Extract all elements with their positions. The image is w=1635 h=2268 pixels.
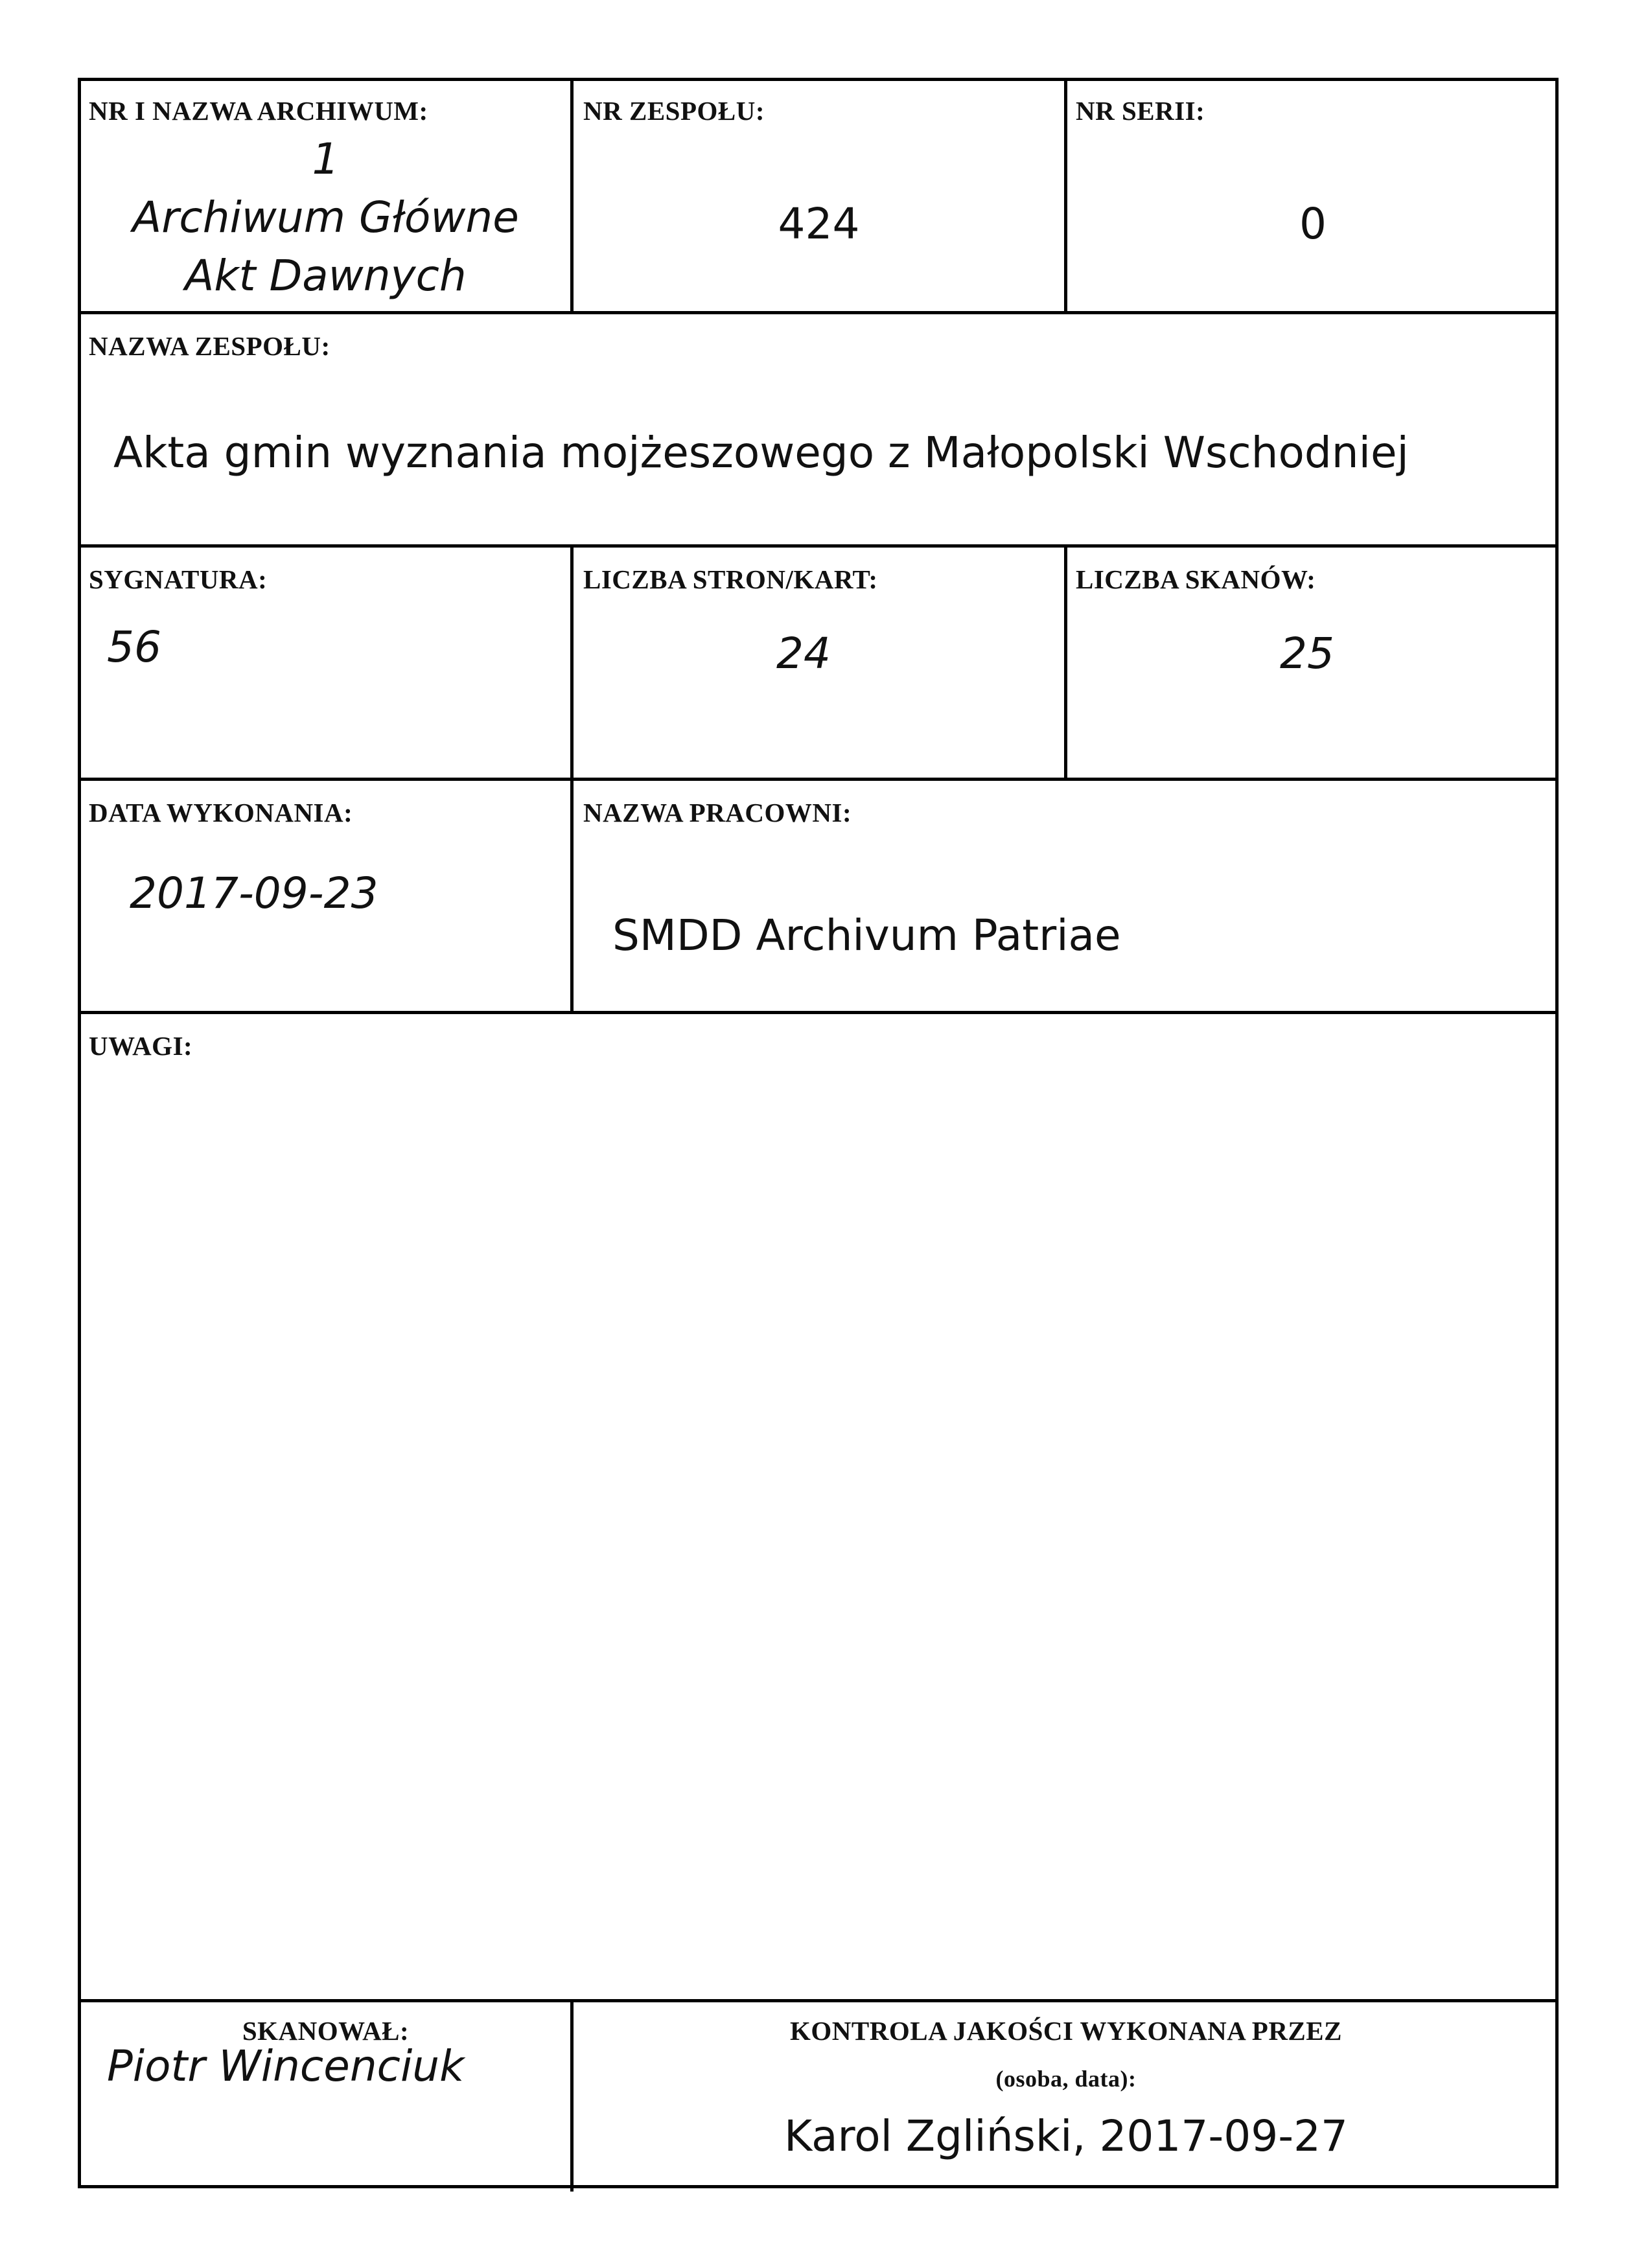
date-value: 2017-09-23 — [130, 868, 378, 918]
scanned-by-label: SKANOWAŁ: — [242, 2016, 410, 2046]
archive-number: 1 — [312, 134, 340, 184]
date-label: DATA WYKONANIA: — [89, 798, 353, 827]
workshop-value: SMDD Archivum Patriae — [612, 910, 1121, 960]
series-label: NR SERII: — [1076, 96, 1205, 126]
row-divider — [81, 311, 1555, 314]
scans-value: 25 — [1280, 629, 1334, 678]
metadata-form — [78, 78, 1559, 2188]
fonds-name: Akta gmin wyznania mojżeszowego z Małopolski Wschodniej — [113, 428, 1409, 478]
fonds-name-label: NAZWA ZESPOŁU: — [89, 331, 330, 361]
column-divider — [570, 778, 574, 1011]
column-divider — [1064, 81, 1067, 314]
row-divider — [81, 1999, 1555, 2002]
notes-label: UWAGI: — [89, 1031, 193, 1061]
scans-label: LICZBA SKANÓW: — [1076, 564, 1316, 594]
series-number: 0 — [1299, 199, 1327, 249]
column-divider — [570, 81, 574, 314]
row-divider — [81, 544, 1555, 548]
fonds-number-label: NR ZESPOŁU: — [583, 96, 765, 126]
row-divider — [81, 1011, 1555, 1014]
workshop-label: NAZWA PRACOWNI: — [583, 798, 852, 827]
signature-label: SYGNATURA: — [89, 564, 268, 594]
quality-control-label: KONTROLA JAKOŚCI WYKONANA PRZEZ — [790, 2016, 1342, 2046]
archive-name-line2: Akt Dawnych — [185, 251, 467, 301]
fonds-number: 424 — [778, 199, 860, 249]
pages-label: LICZBA STRON/KART: — [583, 564, 878, 594]
row-divider — [81, 778, 1555, 781]
archive-label: NR I NAZWA ARCHIWUM: — [89, 96, 428, 126]
quality-control-sublabel: (osoba, data): — [995, 2066, 1137, 2092]
pages-value: 24 — [776, 629, 831, 678]
scanned-by-value: Piotr Wincenciuk — [107, 2041, 465, 2091]
quality-control-value: Karol Zgliński, 2017-09-27 — [783, 2111, 1349, 2161]
signature-value: 56 — [107, 622, 161, 672]
archive-name-line1: Archiwum Główne — [132, 192, 519, 242]
